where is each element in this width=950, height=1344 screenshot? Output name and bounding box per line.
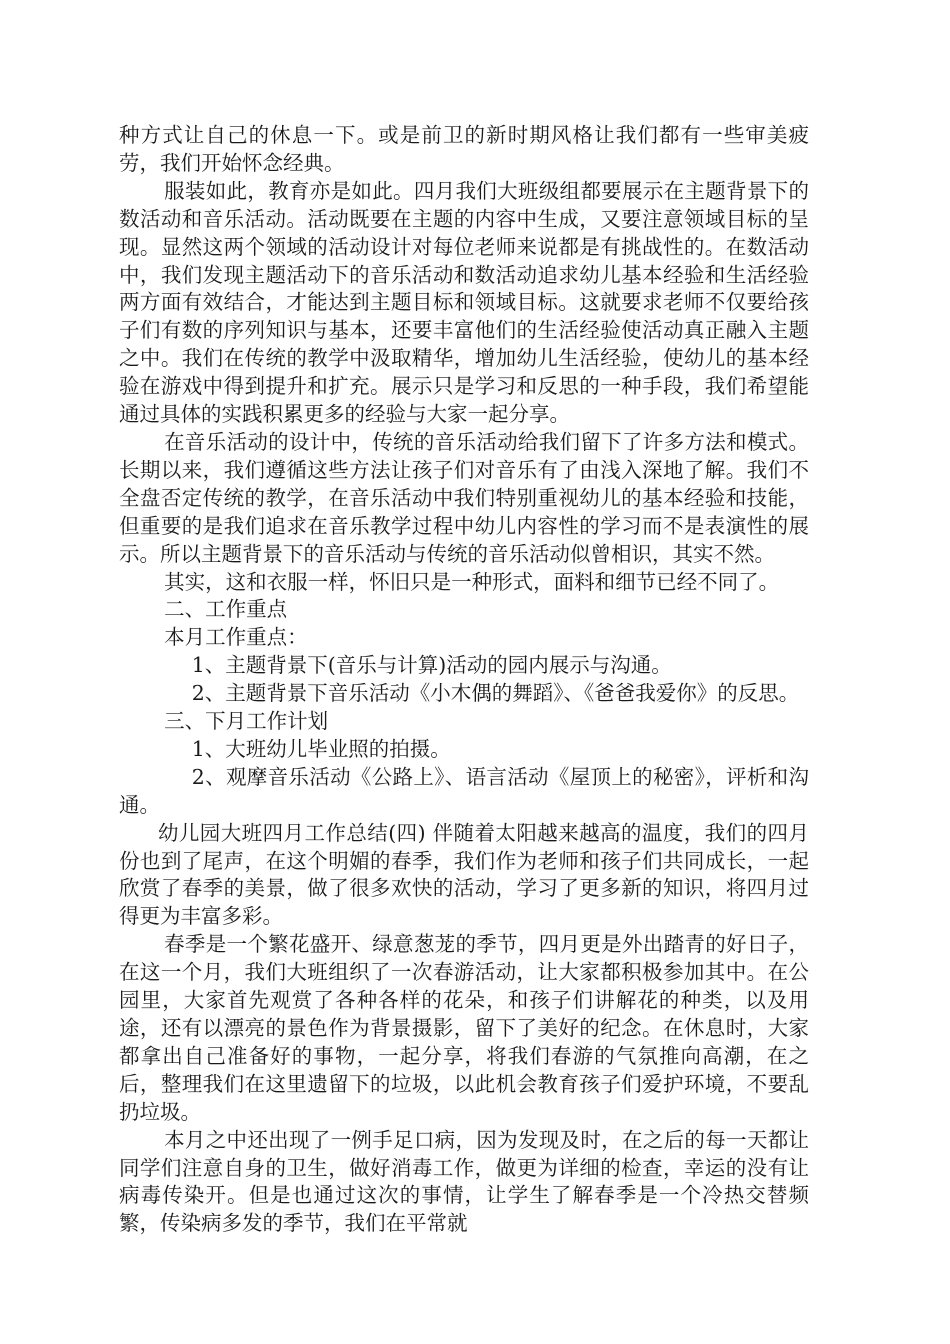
section-heading-next-month-plan: 三、下月工作计划 — [164, 709, 329, 734]
paragraph-7: 春季是一个繁花盛开、绿意葱茏的季节，四月更是外出踏青的好日子，在这一个月，我们大班组织了一次春游活动，让大家都积极参加其中。在公园里，大家首先观赏了各种各样的花朵，和孩子们讲解花的种类，以及用途，还有以漂亮的景色作为背景摄影，留下了美好的纪念。在休息时，大家都拿出自己准备好的事物，一起分享，将我们春游的气氛推向高潮，在之后，整理我们在这里遗留下的垃圾，以此机会教育孩子们爱护环境，不要乱扔垃圾。 — [119, 932, 809, 1124]
list-item-3: 1、大班幼儿毕业照的拍摄。 — [191, 736, 451, 761]
section-heading-work-focus: 二、工作重点 — [164, 597, 288, 622]
list-item-1: 1、主题背景下(音乐与计算)活动的园内展示与沟通。 — [191, 653, 672, 678]
paragraph-1: 种方式让自己的休息一下。或是前卫的新时期风格让我们都有一些审美疲劳，我们开始怀念经典。 — [119, 123, 809, 175]
paragraph-4: 其实，这和衣服一样，怀旧只是一种形式，面料和细节已经不同了。 — [164, 569, 780, 594]
paragraph-5: 本月工作重点： — [164, 625, 308, 650]
paragraph-8: 本月之中还出现了一例手足口病，因为发现及时，在之后的每一天都让同学们注意自身的卫生，做好消毒工作，做更为详细的检查，幸运的没有让病毒传染开。但是也通过这次的事情，让学生了解春季是一个冷热交替频繁，传染病多发的季节，我们在平常就 — [119, 1127, 809, 1236]
paragraph-6: 幼儿园大班四月工作总结(四) 伴随着太阳越来越高的温度，我们的四月份也到了尾声，在这个明媚的春季，我们作为老师和孩子们共同成长，一起欣赏了春季的美景，做了很多欢快的活动，学习了更多新的知识，将四月过得更为丰富多彩。 — [119, 820, 809, 929]
document-page — [119, 122, 809, 1238]
list-item-2: 2、主题背景下音乐活动《小木偶的舞蹈》、《爸爸我爱你》的反思。 — [191, 681, 800, 706]
paragraph-3: 在音乐活动的设计中，传统的音乐活动给我们留下了许多方法和模式。长期以来，我们遵循这些方法让孩子们对音乐有了由浅入深地了解。我们不全盘否定传统的教学，在音乐活动中我们特别重视幼儿的基本经验和技能，但重要的是我们追求在音乐教学过程中幼儿内容性的学习而不是表演性的展示。所以主题背景下的音乐活动与传统的音乐活动似曾相识，其实不然。 — [119, 429, 809, 566]
paragraph-2: 服装如此，教育亦是如此。四月我们大班级组都要展示在主题背景下的数活动和音乐活动。活动既要在主题的内容中生成，又要注意领域目标的呈现。显然这两个领域的活动设计对每位老师来说都是有挑战性的。在数活动中，我们发现主题活动下的音乐活动和数活动追求幼儿基本经验和生活经验两方面有效结合，才能达到主题目标和领域目标。这就要求老师不仅要给孩子们有数的序列知识与基本，还要丰富他们的生活经验使活动真正融入主题之中。我们在传统的教学中汲取精华，增加幼儿生活经验，使幼儿的基本经验在游戏中得到提升和扩充。展示只是学习和反思的一种手段，我们希望能通过具体的实践积累更多的经验与大家一起分享。 — [119, 178, 809, 427]
list-item-4: 2、观摩音乐活动《公路上》、语言活动《屋顶上的秘密》，评析和沟通。 — [119, 764, 809, 817]
